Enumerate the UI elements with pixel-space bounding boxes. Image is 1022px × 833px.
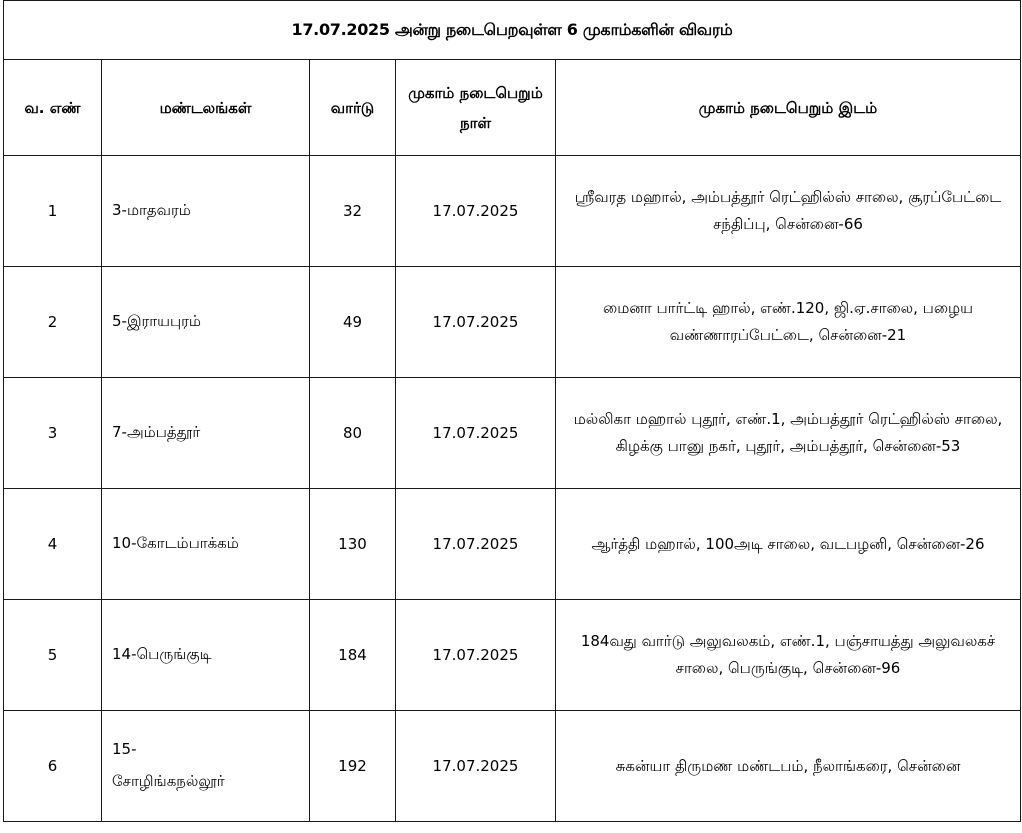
date-cell: 17.07.2025 xyxy=(396,156,556,267)
table-row xyxy=(4,489,1021,600)
serial-cell: 4 xyxy=(4,489,102,600)
place-cell: மைனா பார்ட்டி ஹால், எண்.120, ஜி.ஏ.சாலை, பழைய வண்ணாரப்பேட்டை, சென்னை-21 xyxy=(556,267,1021,378)
ward-cell: 192 xyxy=(310,711,396,822)
header-ward: வார்டு xyxy=(310,60,396,156)
ward-cell: 32 xyxy=(310,156,396,267)
ward-cell: 130 xyxy=(310,489,396,600)
serial-cell: 1 xyxy=(4,156,102,267)
date-cell: 17.07.2025 xyxy=(396,600,556,711)
ward-cell: 49 xyxy=(310,267,396,378)
header-camp-place: முகாம் நடைபெறும் இடம் xyxy=(556,60,1021,156)
ward-cell: 184 xyxy=(310,600,396,711)
date-cell: 17.07.2025 xyxy=(396,489,556,600)
header-serial: வ. எண் xyxy=(4,60,102,156)
table-title: 17.07.2025 அன்று நடைபெறவுள்ள 6 முகாம்களின் விவரம் xyxy=(4,1,1021,60)
zone-line-1: 15- xyxy=(112,740,137,758)
title-row xyxy=(4,1,1021,60)
camp-schedule-table xyxy=(3,0,1021,822)
zone-cell xyxy=(102,711,310,822)
table-row xyxy=(4,267,1021,378)
zone-cell: 7-அம்பத்தூர் xyxy=(102,378,310,489)
place-cell: 184வது வார்டு அலுவலகம், எண்.1, பஞ்சாயத்து அலுவலகச் சாலை, பெருங்குடி, சென்னை-96 xyxy=(556,600,1021,711)
serial-cell: 5 xyxy=(4,600,102,711)
serial-cell: 2 xyxy=(4,267,102,378)
table-row xyxy=(4,156,1021,267)
place-cell: ஸ்ரீவரத மஹால், அம்பத்தூர் ரெட்ஹில்ஸ் சாலை, சூரப்பேட்டை சந்திப்பு, சென்னை-66 xyxy=(556,156,1021,267)
header-camp-date: முகாம் நடைபெறும் நாள் xyxy=(396,60,556,156)
table-row xyxy=(4,378,1021,489)
date-cell: 17.07.2025 xyxy=(396,378,556,489)
zone-cell: 14-பெருங்குடி xyxy=(102,600,310,711)
date-cell: 17.07.2025 xyxy=(396,267,556,378)
zone-cell: 5-இராயபுரம் xyxy=(102,267,310,378)
zone-line-2: சோழிங்கநல்லூர் xyxy=(112,772,225,790)
serial-cell: 3 xyxy=(4,378,102,489)
table-row xyxy=(4,711,1021,822)
serial-cell: 6 xyxy=(4,711,102,822)
place-cell: மல்லிகா மஹால் புதூர், எண்.1, அம்பத்தூர் ரெட்ஹில்ஸ் சாலை, கிழக்கு பானு நகர், புதூர், அம்பத்தூர், சென்னை-53 xyxy=(556,378,1021,489)
header-row xyxy=(4,60,1021,156)
date-cell: 17.07.2025 xyxy=(396,711,556,822)
zone-cell: 3-மாதவரம் xyxy=(102,156,310,267)
place-cell: சுகன்யா திருமண மண்டபம், நீலாங்கரை, சென்னை xyxy=(556,711,1021,822)
table-row xyxy=(4,600,1021,711)
header-zone: மண்டலங்கள் xyxy=(102,60,310,156)
zone-cell: 10-கோடம்பாக்கம் xyxy=(102,489,310,600)
ward-cell: 80 xyxy=(310,378,396,489)
place-cell: ஆர்த்தி மஹால், 100அடி சாலை, வடபழனி, சென்னை-26 xyxy=(556,489,1021,600)
